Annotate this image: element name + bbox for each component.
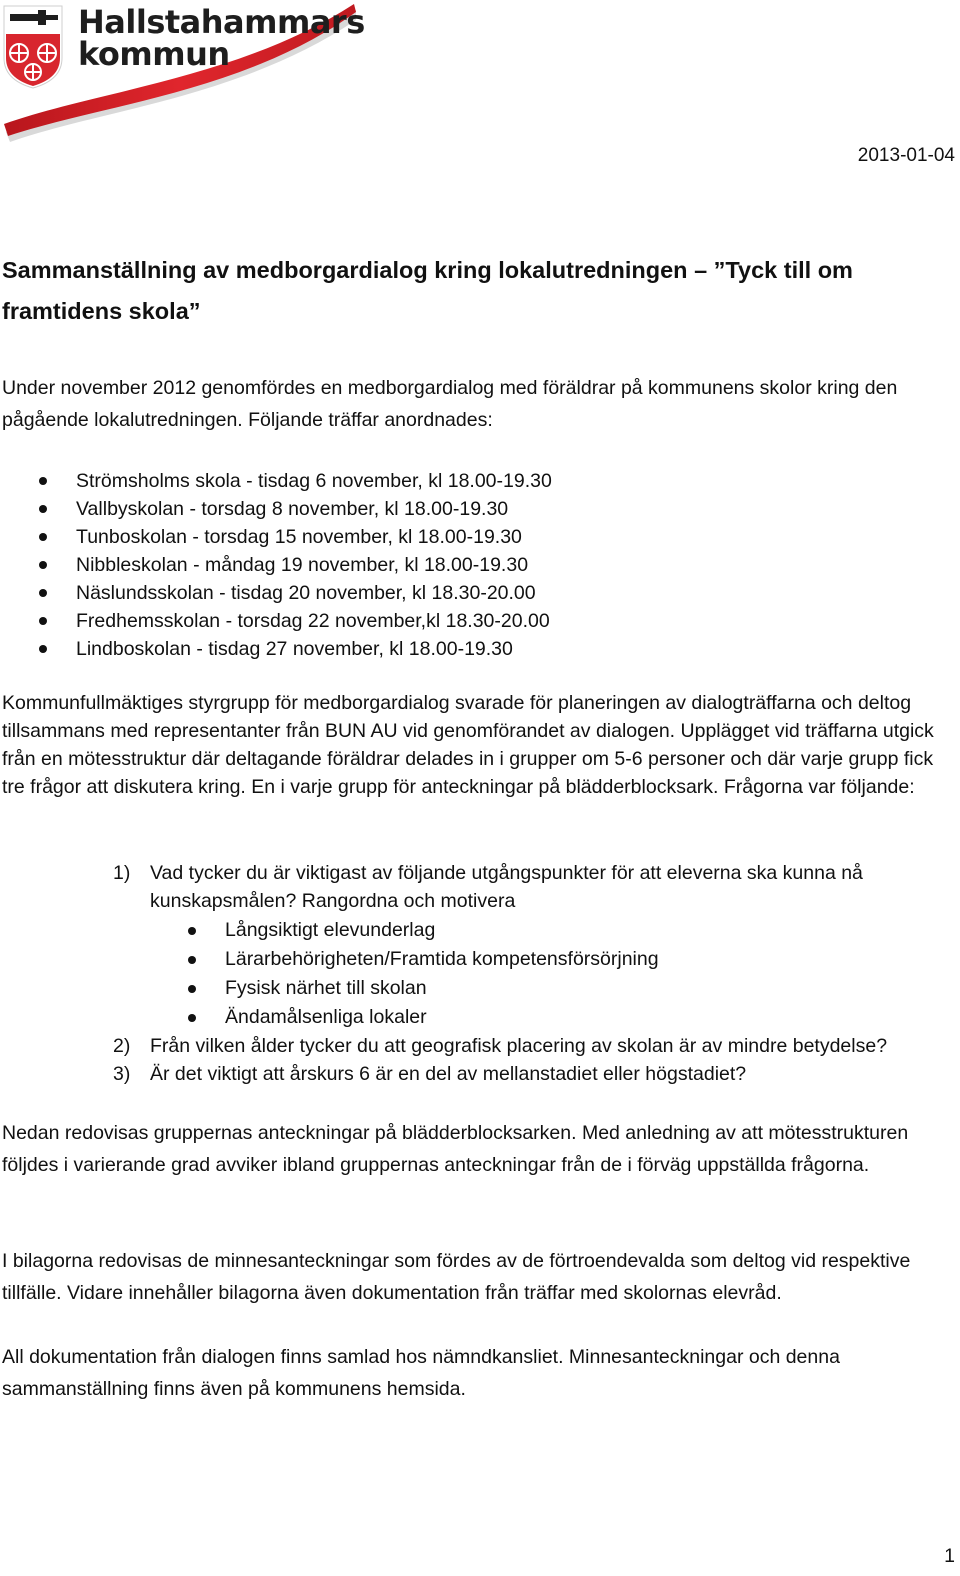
question-number: 3): [113, 1063, 131, 1085]
logo-name-line1: Hallstahammars: [78, 3, 365, 41]
attachments-paragraph: I bilagorna redovisas de minnesanteckningar som fördes av de förtroendevalda som deltog vid respektive tillfälle. Vidare innehåller bilagorna även dokumentation från träffar med skolornas elevråd.: [2, 1250, 911, 1304]
bullet-icon: [188, 927, 196, 935]
documentation-paragraph: All dokumentation från dialogen finns samlad hos nämndkansliet. Minnesanteckningar och denna sammanställning finns även på kommunens hemsida.: [2, 1346, 840, 1400]
option-text: Ändamålsenliga lokaler: [225, 1006, 427, 1028]
bullet-icon: [39, 477, 47, 485]
question-item: [0, 859, 950, 1032]
notes-paragraph: Nedan redovisas gruppernas anteckningar på blädderblocksarken. Med anledning av att mötesstrukturen följdes i varierande grad avviker ibland gruppernas anteckningar från de i förväg uppställda frågorna.: [2, 1122, 909, 1176]
bullet-icon: [39, 617, 47, 625]
meeting-text: Tunboskolan - torsdag 15 november, kl 18.00-19.30: [76, 526, 522, 548]
list-item: [0, 551, 552, 579]
meeting-text: Näslundsskolan - tisdag 20 november, kl 18.30-20.00: [76, 582, 536, 604]
list-item: [0, 523, 552, 551]
bullet-icon: [39, 505, 47, 513]
document-title: Sammanställning av medborgardialog kring lokalutredningen – ”Tyck till om framtidens skola”: [2, 257, 853, 324]
list-item: [0, 495, 552, 523]
question-text: Från vilken ålder tycker du att geografisk placering av skolan är av mindre betydelse?: [150, 1035, 888, 1057]
question-list: [0, 859, 960, 1088]
meeting-text: Lindboskolan - tisdag 27 november, kl 18.00-19.30: [76, 638, 513, 660]
option-item: [150, 974, 950, 1003]
meeting-text: Nibbleskolan - måndag 19 november, kl 18.00-19.30: [76, 554, 529, 576]
meeting-text: Vallbyskolan - torsdag 8 november, kl 18.00-19.30: [76, 498, 509, 520]
option-item: [150, 1003, 950, 1032]
option-text: Långsiktigt elevunderlag: [225, 919, 436, 941]
meeting-text: Strömsholms skola - tisdag 6 november, kl 18.00-19.30: [76, 470, 552, 492]
bullet-icon: [188, 1014, 196, 1022]
question-number: 2): [113, 1035, 131, 1057]
bullet-icon: [188, 956, 196, 964]
intro-paragraph: Under november 2012 genomfördes en medborgardialog med föräldrar på kommunens skolor kring den pågående lokalutredningen. Följande träffar anordnades:: [2, 377, 898, 431]
meeting-list: [0, 467, 552, 663]
list-item: [0, 635, 552, 663]
question-item: [0, 1032, 950, 1060]
document-date: 2013-01-04: [857, 145, 955, 166]
option-list: [150, 916, 950, 1032]
question-text: Är det viktigt att årskurs 6 är en del av mellanstadiet eller högstadiet?: [150, 1063, 747, 1085]
process-paragraph: Kommunfullmäktiges styrgrupp för medborgardialog svarade för planeringen av dialogträffarna och deltog tillsammans med representanter från BUN AU vid genomförandet av dialogen. Upplägget vid träffarna utgick från en mötesstruktur där deltagande föräldrar delades in i grupper om 5-6 personer och där varje grupp fick tre frågor att diskutera kring. En i varje grupp för anteckningar på blädderblocksark. Frågorna var följande:: [2, 692, 934, 798]
logo-name-line2: kommun: [78, 35, 230, 73]
municipality-logo: [0, 0, 365, 145]
bullet-icon: [39, 589, 47, 597]
option-item: [150, 945, 950, 974]
list-item: [0, 579, 552, 607]
coat-of-arms-icon: [4, 6, 62, 88]
bullet-icon: [39, 645, 47, 653]
bullet-icon: [39, 533, 47, 541]
question-item: [0, 1060, 950, 1088]
option-text: Lärarbehörigheten/Framtida kompetensförsörjning: [225, 948, 659, 970]
list-item: [0, 607, 552, 635]
meeting-text: Fredhemsskolan - torsdag 22 november,kl 18.30-20.00: [76, 610, 550, 632]
bullet-icon: [188, 985, 196, 993]
question-text: Vad tycker du är viktigast av följande utgångspunkter för att eleverna ska kunna nå kunskapsmålen? Rangordna och motivera: [150, 862, 863, 912]
option-text: Fysisk närhet till skolan: [225, 977, 427, 999]
list-item: [0, 467, 552, 495]
bullet-icon: [39, 561, 47, 569]
page-number: 1: [944, 1545, 955, 1567]
question-number: 1): [113, 862, 131, 884]
option-item: [150, 916, 950, 945]
